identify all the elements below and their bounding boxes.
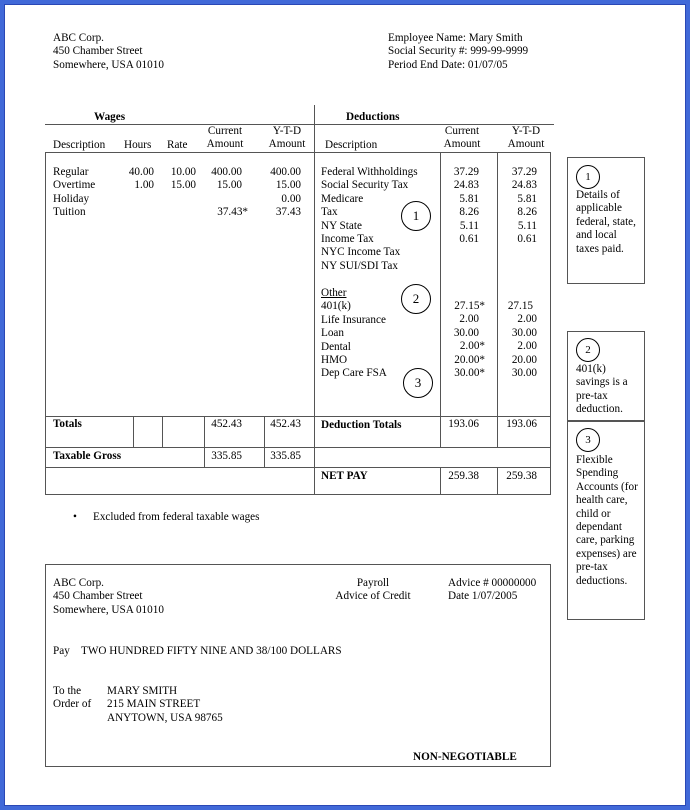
deduction-row-ytd: 5.81 <box>517 192 537 205</box>
wage-row-ytd: 400.00 <box>270 166 301 178</box>
column-header-rule <box>45 152 551 153</box>
wage-row-description: Overtime <box>53 179 96 192</box>
table-right-border <box>550 152 551 495</box>
deductions-header-ytd <box>502 125 550 152</box>
wages-totals-current: 452.43 <box>211 418 242 430</box>
deduction-row-current: 2.00* <box>459 340 485 353</box>
wages-totals-label: Totals <box>53 418 82 430</box>
pay-label: Pay <box>53 645 70 657</box>
advice-company-city: Somewhere, USA 01010 <box>53 603 164 616</box>
wage-row-rate: 15.00 <box>170 179 196 192</box>
wage-row-current: 37.43* <box>217 206 248 219</box>
wage-row-description: Tuition <box>53 206 86 219</box>
payee-street: 215 MAIN STREET <box>107 698 201 711</box>
other-ytd-column <box>485 300 537 380</box>
deduction-row-ytd: 0.61 <box>517 232 537 245</box>
net-pay-label: NET PAY <box>321 470 368 482</box>
wage-row-current: 15.00 <box>216 179 242 192</box>
payroll-stub-page <box>4 4 686 806</box>
deductions-current-column <box>425 166 479 246</box>
table-left-border <box>45 152 46 495</box>
callout-note-marker-1: 1 <box>576 165 600 189</box>
totals-top-rule <box>45 416 551 417</box>
deduction-row-description: NY State <box>321 219 362 232</box>
callout-note-marker-2: 2 <box>576 338 600 362</box>
deduction-row-ytd: 30.00 <box>511 366 537 379</box>
table-bottom-border <box>45 494 551 495</box>
advice-title <box>323 577 423 604</box>
company-name: ABC Corp. <box>53 32 104 44</box>
deduction-row-description: Income Tax <box>321 232 374 245</box>
to-the-label: To the <box>53 685 82 697</box>
period-end-date: Period End Date: 01/07/05 <box>388 58 508 71</box>
taxable-gross-current: 335.85 <box>211 450 242 462</box>
deduction-row-description: HMO <box>321 353 348 366</box>
wage-row-description: Regular <box>53 166 89 178</box>
pay-amount-words: TWO HUNDRED FIFTY NINE AND 38/100 DOLLARS <box>81 645 342 657</box>
wage-row-ytd: 0.00 <box>281 192 301 205</box>
wages-title: Wages <box>94 111 126 123</box>
deduction-row-ytd: 2.00 <box>517 313 537 326</box>
wages-description-column <box>53 166 95 220</box>
deduction-row-ytd: 27.15 <box>507 300 533 312</box>
callout-note-1 <box>567 157 645 284</box>
advice-company-name: ABC Corp. <box>53 577 104 589</box>
deduction-row-current: 30.00 <box>453 326 479 339</box>
wages-rate-column <box>155 166 196 193</box>
deduction-row-description: Dental <box>321 340 351 353</box>
deductions-header-description: Description <box>325 139 378 151</box>
deduction-totals-label: Deduction Totals <box>321 419 402 431</box>
wage-row-ytd: 37.43 <box>275 206 301 219</box>
deduction-row-description: Federal Withholdings <box>321 166 418 178</box>
deduction-totals-current: 193.06 <box>448 418 479 430</box>
wages-header-current-line2: Amount <box>206 138 244 151</box>
employee-name: Employee Name: Mary Smith <box>388 32 523 44</box>
deduction-row-description: Life Insurance <box>321 313 386 326</box>
wages-header-ytd-line2: Amount <box>268 138 306 151</box>
company-header <box>53 32 164 72</box>
footnote-text: Excluded from federal taxable wages <box>93 511 260 523</box>
wages-header-description: Description <box>53 139 106 151</box>
wage-row-ytd: 15.00 <box>275 179 301 192</box>
wages-current-column <box>203 166 248 220</box>
employee-header <box>388 32 528 72</box>
payee-city: ANYTOWN, USA 98765 <box>107 711 223 724</box>
deduction-row-current: 2.00 <box>459 313 479 326</box>
deduction-row-description: 401(k) <box>321 300 351 313</box>
deduction-row-current: 20.00* <box>454 353 485 366</box>
advice-title-line1: Payroll <box>356 577 390 589</box>
advice-date: Date 1/07/2005 <box>448 590 518 603</box>
advice-company <box>53 577 164 617</box>
deduction-totals-ytd: 193.06 <box>506 418 537 430</box>
deduction-row-current: 24.83 <box>453 179 479 192</box>
deductions-header-current-line1: Current <box>444 125 480 137</box>
deduction-row-ytd: 5.11 <box>517 219 537 232</box>
callout-marker-1: 1 <box>401 201 431 231</box>
deduction-row-current: 5.81 <box>459 192 479 205</box>
wage-row-current <box>203 193 242 206</box>
wage-col-sep-1 <box>133 416 134 447</box>
taxable-gross-ytd: 335.85 <box>270 450 301 462</box>
deduction-row-ytd: 30.00 <box>511 326 537 339</box>
deduction-row-current: 0.61 <box>459 232 479 245</box>
deductions-header-current-line2: Amount <box>443 138 481 151</box>
deduction-row-current: 27.15* <box>454 300 485 312</box>
advice-company-street: 450 Chamber Street <box>53 590 143 603</box>
net-pay-current: 259.38 <box>448 470 479 482</box>
advice-number: Advice # 00000000 <box>448 577 537 589</box>
wages-totals-ytd: 452.43 <box>270 418 301 430</box>
other-deductions-heading: Other <box>321 287 347 299</box>
deduction-row-ytd: 8.26 <box>517 206 537 219</box>
wage-row-current: 400.00 <box>211 166 242 178</box>
callout-note-marker-3: 3 <box>576 428 600 452</box>
deduction-row-description: Social Security Tax <box>321 179 409 192</box>
deductions-header-ytd-line1: Y-T-D <box>511 125 541 137</box>
advice-title-line2: Advice of Credit <box>335 590 411 603</box>
deduction-row-description: NY SUI/SDI Tax <box>321 259 398 272</box>
wages-header-ytd <box>263 125 311 152</box>
wage-row-hours: 1.00 <box>134 179 154 192</box>
payee-address <box>107 685 223 725</box>
callout-note-2 <box>567 331 645 421</box>
deduction-row-current: 30.00* <box>454 366 485 379</box>
deduction-row-description: Medicare <box>321 192 364 205</box>
net-pay-ytd: 259.38 <box>506 470 537 482</box>
to-the-order-of-label <box>53 685 91 712</box>
deductions-title: Deductions <box>346 111 400 123</box>
wages-header-current <box>203 125 247 152</box>
taxable-top-rule <box>45 447 551 448</box>
wages-header-ytd-line1: Y-T-D <box>272 125 302 137</box>
deductions-header-current <box>439 125 485 152</box>
deduction-row-description: Tax <box>321 206 338 219</box>
deduction-row-current: 5.11 <box>459 219 479 232</box>
company-city: Somewhere, USA 01010 <box>53 58 164 71</box>
wages-header-hours: Hours <box>124 139 152 151</box>
wages-header-current-line1: Current <box>207 125 243 137</box>
taxable-gross-label: Taxable Gross <box>53 450 122 462</box>
deduction-row-description: Dep Care FSA <box>321 367 387 380</box>
deduction-row-ytd: 2.00 <box>517 340 537 353</box>
company-street: 450 Chamber Street <box>53 45 143 58</box>
deduction-row-ytd: 20.00 <box>511 353 537 366</box>
wage-row-description: Holiday <box>53 192 90 205</box>
deduction-row-current: 37.29 <box>453 166 479 178</box>
callout-marker-2: 2 <box>401 284 431 314</box>
callout-note-text-3: Flexible Spending Accounts (for health care, child or dependant care, parking expenses) are pre-tax deductions. <box>576 454 638 587</box>
wages-header-rate: Rate <box>167 139 188 151</box>
employee-ssn: Social Security #: 999-99-9999 <box>388 45 529 58</box>
wage-row-rate: 10.00 <box>170 166 196 178</box>
netpay-top-rule <box>45 467 551 468</box>
advice-reference <box>448 577 536 604</box>
deductions-header-ytd-line2: Amount <box>507 138 545 151</box>
callout-note-text-2: 401(k) savings is a pre-tax deduction. <box>576 363 628 416</box>
deduction-row-ytd: 24.83 <box>511 179 537 192</box>
callout-note-text-1: Details of applicable federal, state, and local taxes paid. <box>576 189 636 255</box>
deduction-row-description: NYC Income Tax <box>321 246 401 259</box>
deduction-row-description: Loan <box>321 327 344 340</box>
callout-marker-3: 3 <box>403 368 433 398</box>
wage-row-hours: 40.00 <box>128 166 154 178</box>
footnote-bullet-icon: • <box>73 511 77 523</box>
wage-col-sep-2 <box>162 416 163 447</box>
wages-ytd-column <box>263 166 301 220</box>
callout-note-3 <box>567 421 645 620</box>
other-current-column <box>425 300 485 380</box>
other-deductions-column <box>321 287 387 381</box>
order-of-label: Order of <box>53 698 92 711</box>
deductions-ytd-column <box>485 166 537 246</box>
payee-name: MARY SMITH <box>107 685 178 697</box>
deduction-row-ytd: 37.29 <box>511 166 537 178</box>
wages-hours-column <box>115 166 154 193</box>
center-divider <box>314 105 315 495</box>
deduction-row-current: 8.26 <box>459 206 479 219</box>
non-negotiable-stamp: NON-NEGOTIABLE <box>413 751 517 763</box>
